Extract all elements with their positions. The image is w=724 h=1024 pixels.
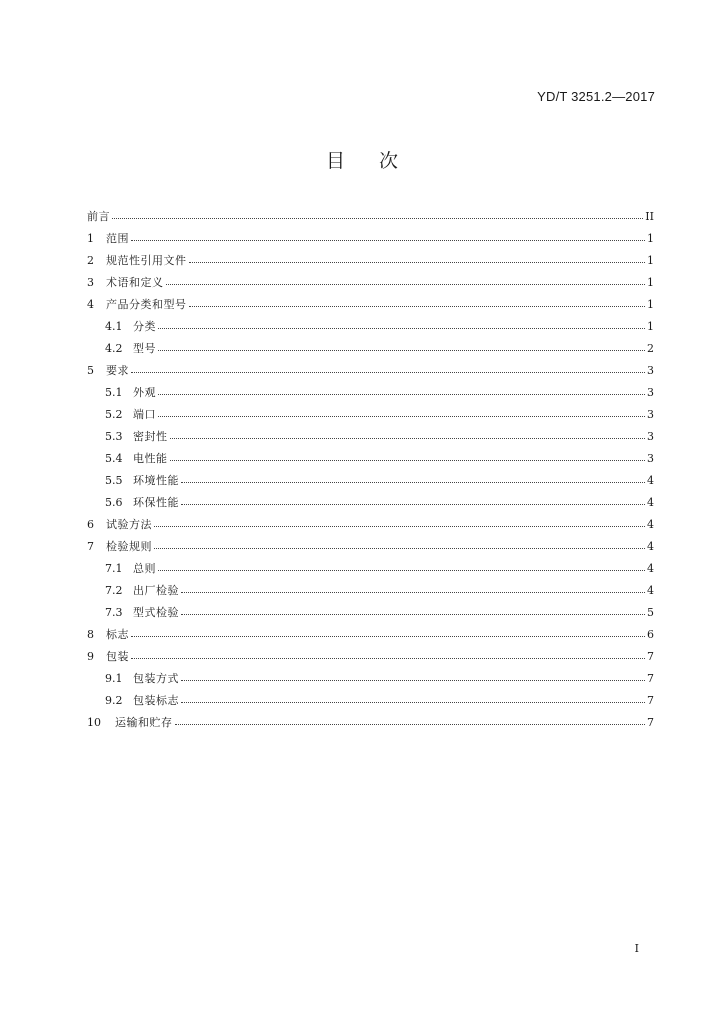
toc-entry-page: 3 bbox=[647, 430, 654, 443]
toc-leader-dots bbox=[181, 591, 645, 593]
toc-entry-number: 1 bbox=[87, 232, 94, 245]
toc-entry-page: 6 bbox=[647, 628, 654, 641]
toc-entry-label: 环境性能 bbox=[133, 474, 179, 487]
toc-entry-label: 出厂检验 bbox=[133, 584, 179, 597]
toc-entry-number: 4.2 bbox=[105, 342, 123, 355]
toc-leader-dots bbox=[170, 459, 646, 461]
toc-entry-page: 3 bbox=[647, 452, 654, 465]
toc-entry-page: 1 bbox=[647, 298, 654, 311]
toc-title-char-2: 次 bbox=[379, 150, 399, 172]
toc-entry-page: 1 bbox=[647, 276, 654, 289]
toc-entry-9[interactable] bbox=[87, 646, 654, 668]
toc-title bbox=[0, 146, 724, 173]
toc-entry-number: 5.5 bbox=[105, 474, 123, 487]
toc-entry-label: 产品分类和型号 bbox=[106, 298, 187, 311]
toc-entry-page: 1 bbox=[647, 254, 654, 267]
toc-entry-4[interactable] bbox=[87, 294, 654, 316]
toc-entry-page: 3 bbox=[647, 386, 654, 399]
document-code: YD/T 3251.2—2017 bbox=[537, 89, 655, 104]
toc-entry-number: 9 bbox=[87, 650, 94, 663]
toc-leader-dots bbox=[170, 437, 646, 439]
toc-leader-dots bbox=[166, 283, 646, 285]
toc-entry-number: 4 bbox=[87, 298, 94, 311]
toc-entry-5-2[interactable] bbox=[87, 404, 654, 426]
toc-entry-label: 要求 bbox=[106, 364, 129, 377]
toc-entry-1[interactable] bbox=[87, 228, 654, 250]
toc-leader-dots bbox=[189, 261, 646, 263]
toc-entry-7-3[interactable] bbox=[87, 602, 654, 624]
toc-leader-dots bbox=[154, 525, 645, 527]
toc-entry-page: 1 bbox=[647, 232, 654, 245]
toc-entry-5-3[interactable] bbox=[87, 426, 654, 448]
toc-entry-label: 前言 bbox=[87, 210, 110, 223]
toc-entry-number: 5.1 bbox=[105, 386, 123, 399]
toc-entry-label: 试验方法 bbox=[106, 518, 152, 531]
toc-entry-label: 环保性能 bbox=[133, 496, 179, 509]
toc-entry-number: 7.3 bbox=[105, 606, 123, 619]
toc-entry-5-1[interactable] bbox=[87, 382, 654, 404]
toc-entry-foreword[interactable] bbox=[87, 206, 654, 228]
toc-leader-dots bbox=[158, 393, 645, 395]
page-number: I bbox=[634, 942, 639, 955]
toc-entry-2[interactable] bbox=[87, 250, 654, 272]
toc-entry-number: 9.1 bbox=[105, 672, 123, 685]
toc-entry-7[interactable] bbox=[87, 536, 654, 558]
toc-entry-page: 2 bbox=[647, 342, 654, 355]
toc-leader-dots bbox=[175, 723, 646, 725]
toc-entry-number: 9.2 bbox=[105, 694, 123, 707]
toc-entry-label: 运输和贮存 bbox=[115, 716, 173, 729]
toc-entry-label: 型式检验 bbox=[133, 606, 179, 619]
toc-entry-number: 5.6 bbox=[105, 496, 123, 509]
toc-entry-9-1[interactable] bbox=[87, 668, 654, 690]
toc-leader-dots bbox=[189, 305, 646, 307]
toc-entry-page: II bbox=[645, 210, 654, 223]
toc-leader-dots bbox=[181, 481, 645, 483]
toc-entry-10[interactable] bbox=[87, 712, 654, 734]
toc-entry-number: 8 bbox=[87, 628, 94, 641]
toc-entry-number: 5.4 bbox=[105, 452, 123, 465]
toc-leader-dots bbox=[131, 635, 645, 637]
toc-entry-label: 型号 bbox=[133, 342, 156, 355]
toc-leader-dots bbox=[181, 701, 645, 703]
toc-entry-label: 包装 bbox=[106, 650, 129, 663]
toc-entry-6[interactable] bbox=[87, 514, 654, 536]
toc-entry-number: 5.3 bbox=[105, 430, 123, 443]
toc-entry-label: 总则 bbox=[133, 562, 156, 575]
toc-leader-dots bbox=[154, 547, 645, 549]
toc-entry-page: 3 bbox=[647, 408, 654, 421]
toc-entry-label: 密封性 bbox=[133, 430, 168, 443]
toc-entry-4-1[interactable] bbox=[87, 316, 654, 338]
toc-entry-number: 5 bbox=[87, 364, 94, 377]
toc-entry-5-4[interactable] bbox=[87, 448, 654, 470]
toc-entry-3[interactable] bbox=[87, 272, 654, 294]
toc-entry-label: 术语和定义 bbox=[106, 276, 164, 289]
toc-entry-label: 范围 bbox=[106, 232, 129, 245]
toc-entry-number: 2 bbox=[87, 254, 94, 267]
toc-entry-number: 6 bbox=[87, 518, 94, 531]
toc-leader-dots bbox=[131, 239, 645, 241]
toc-entry-5-5[interactable] bbox=[87, 470, 654, 492]
toc-leader-dots bbox=[158, 349, 645, 351]
toc-leader-dots bbox=[131, 371, 645, 373]
toc-leader-dots bbox=[158, 415, 645, 417]
toc-entry-number: 10 bbox=[87, 716, 101, 729]
toc-entry-label: 包装方式 bbox=[133, 672, 179, 685]
toc-entry-page: 1 bbox=[647, 320, 654, 333]
toc-entry-page: 7 bbox=[647, 672, 654, 685]
toc-entry-label: 规范性引用文件 bbox=[106, 254, 187, 267]
toc-entry-page: 4 bbox=[647, 562, 654, 575]
toc-entry-8[interactable] bbox=[87, 624, 654, 646]
toc-entry-label: 电性能 bbox=[133, 452, 168, 465]
toc-entry-number: 4.1 bbox=[105, 320, 123, 333]
toc-leader-dots bbox=[158, 327, 645, 329]
toc-entry-7-2[interactable] bbox=[87, 580, 654, 602]
toc-leader-dots bbox=[181, 679, 645, 681]
toc-entry-label: 检验规则 bbox=[106, 540, 152, 553]
toc-entry-page: 7 bbox=[647, 650, 654, 663]
toc-entry-page: 5 bbox=[647, 606, 654, 619]
toc-entry-5-6[interactable] bbox=[87, 492, 654, 514]
toc-entry-5[interactable] bbox=[87, 360, 654, 382]
toc-entry-page: 4 bbox=[647, 474, 654, 487]
toc-leader-dots bbox=[131, 657, 645, 659]
toc-entry-4-2[interactable] bbox=[87, 338, 654, 360]
toc-entry-number: 7.1 bbox=[105, 562, 123, 575]
toc-leader-dots bbox=[112, 217, 643, 219]
toc-entry-label: 端口 bbox=[133, 408, 156, 421]
toc-entry-9-2[interactable] bbox=[87, 690, 654, 712]
toc-entry-number: 7.2 bbox=[105, 584, 123, 597]
toc-leader-dots bbox=[181, 503, 645, 505]
toc-entry-label: 包装标志 bbox=[133, 694, 179, 707]
toc-entry-number: 5.2 bbox=[105, 408, 123, 421]
toc-entry-number: 3 bbox=[87, 276, 94, 289]
toc-leader-dots bbox=[181, 613, 645, 615]
toc-entry-label: 分类 bbox=[133, 320, 156, 333]
toc-entry-page: 4 bbox=[647, 518, 654, 531]
toc-leader-dots bbox=[158, 569, 645, 571]
toc-entry-page: 3 bbox=[647, 364, 654, 377]
toc-entry-page: 4 bbox=[647, 584, 654, 597]
toc-entry-number: 7 bbox=[87, 540, 94, 553]
toc-entry-page: 4 bbox=[647, 540, 654, 553]
toc-entry-label: 标志 bbox=[106, 628, 129, 641]
toc-entry-page: 7 bbox=[647, 716, 654, 729]
toc-entry-7-1[interactable] bbox=[87, 558, 654, 580]
toc-title-char-1: 目 bbox=[325, 150, 345, 172]
toc-entry-page: 7 bbox=[647, 694, 654, 707]
table-of-contents bbox=[87, 206, 654, 734]
toc-entry-label: 外观 bbox=[133, 386, 156, 399]
toc-entry-page: 4 bbox=[647, 496, 654, 509]
